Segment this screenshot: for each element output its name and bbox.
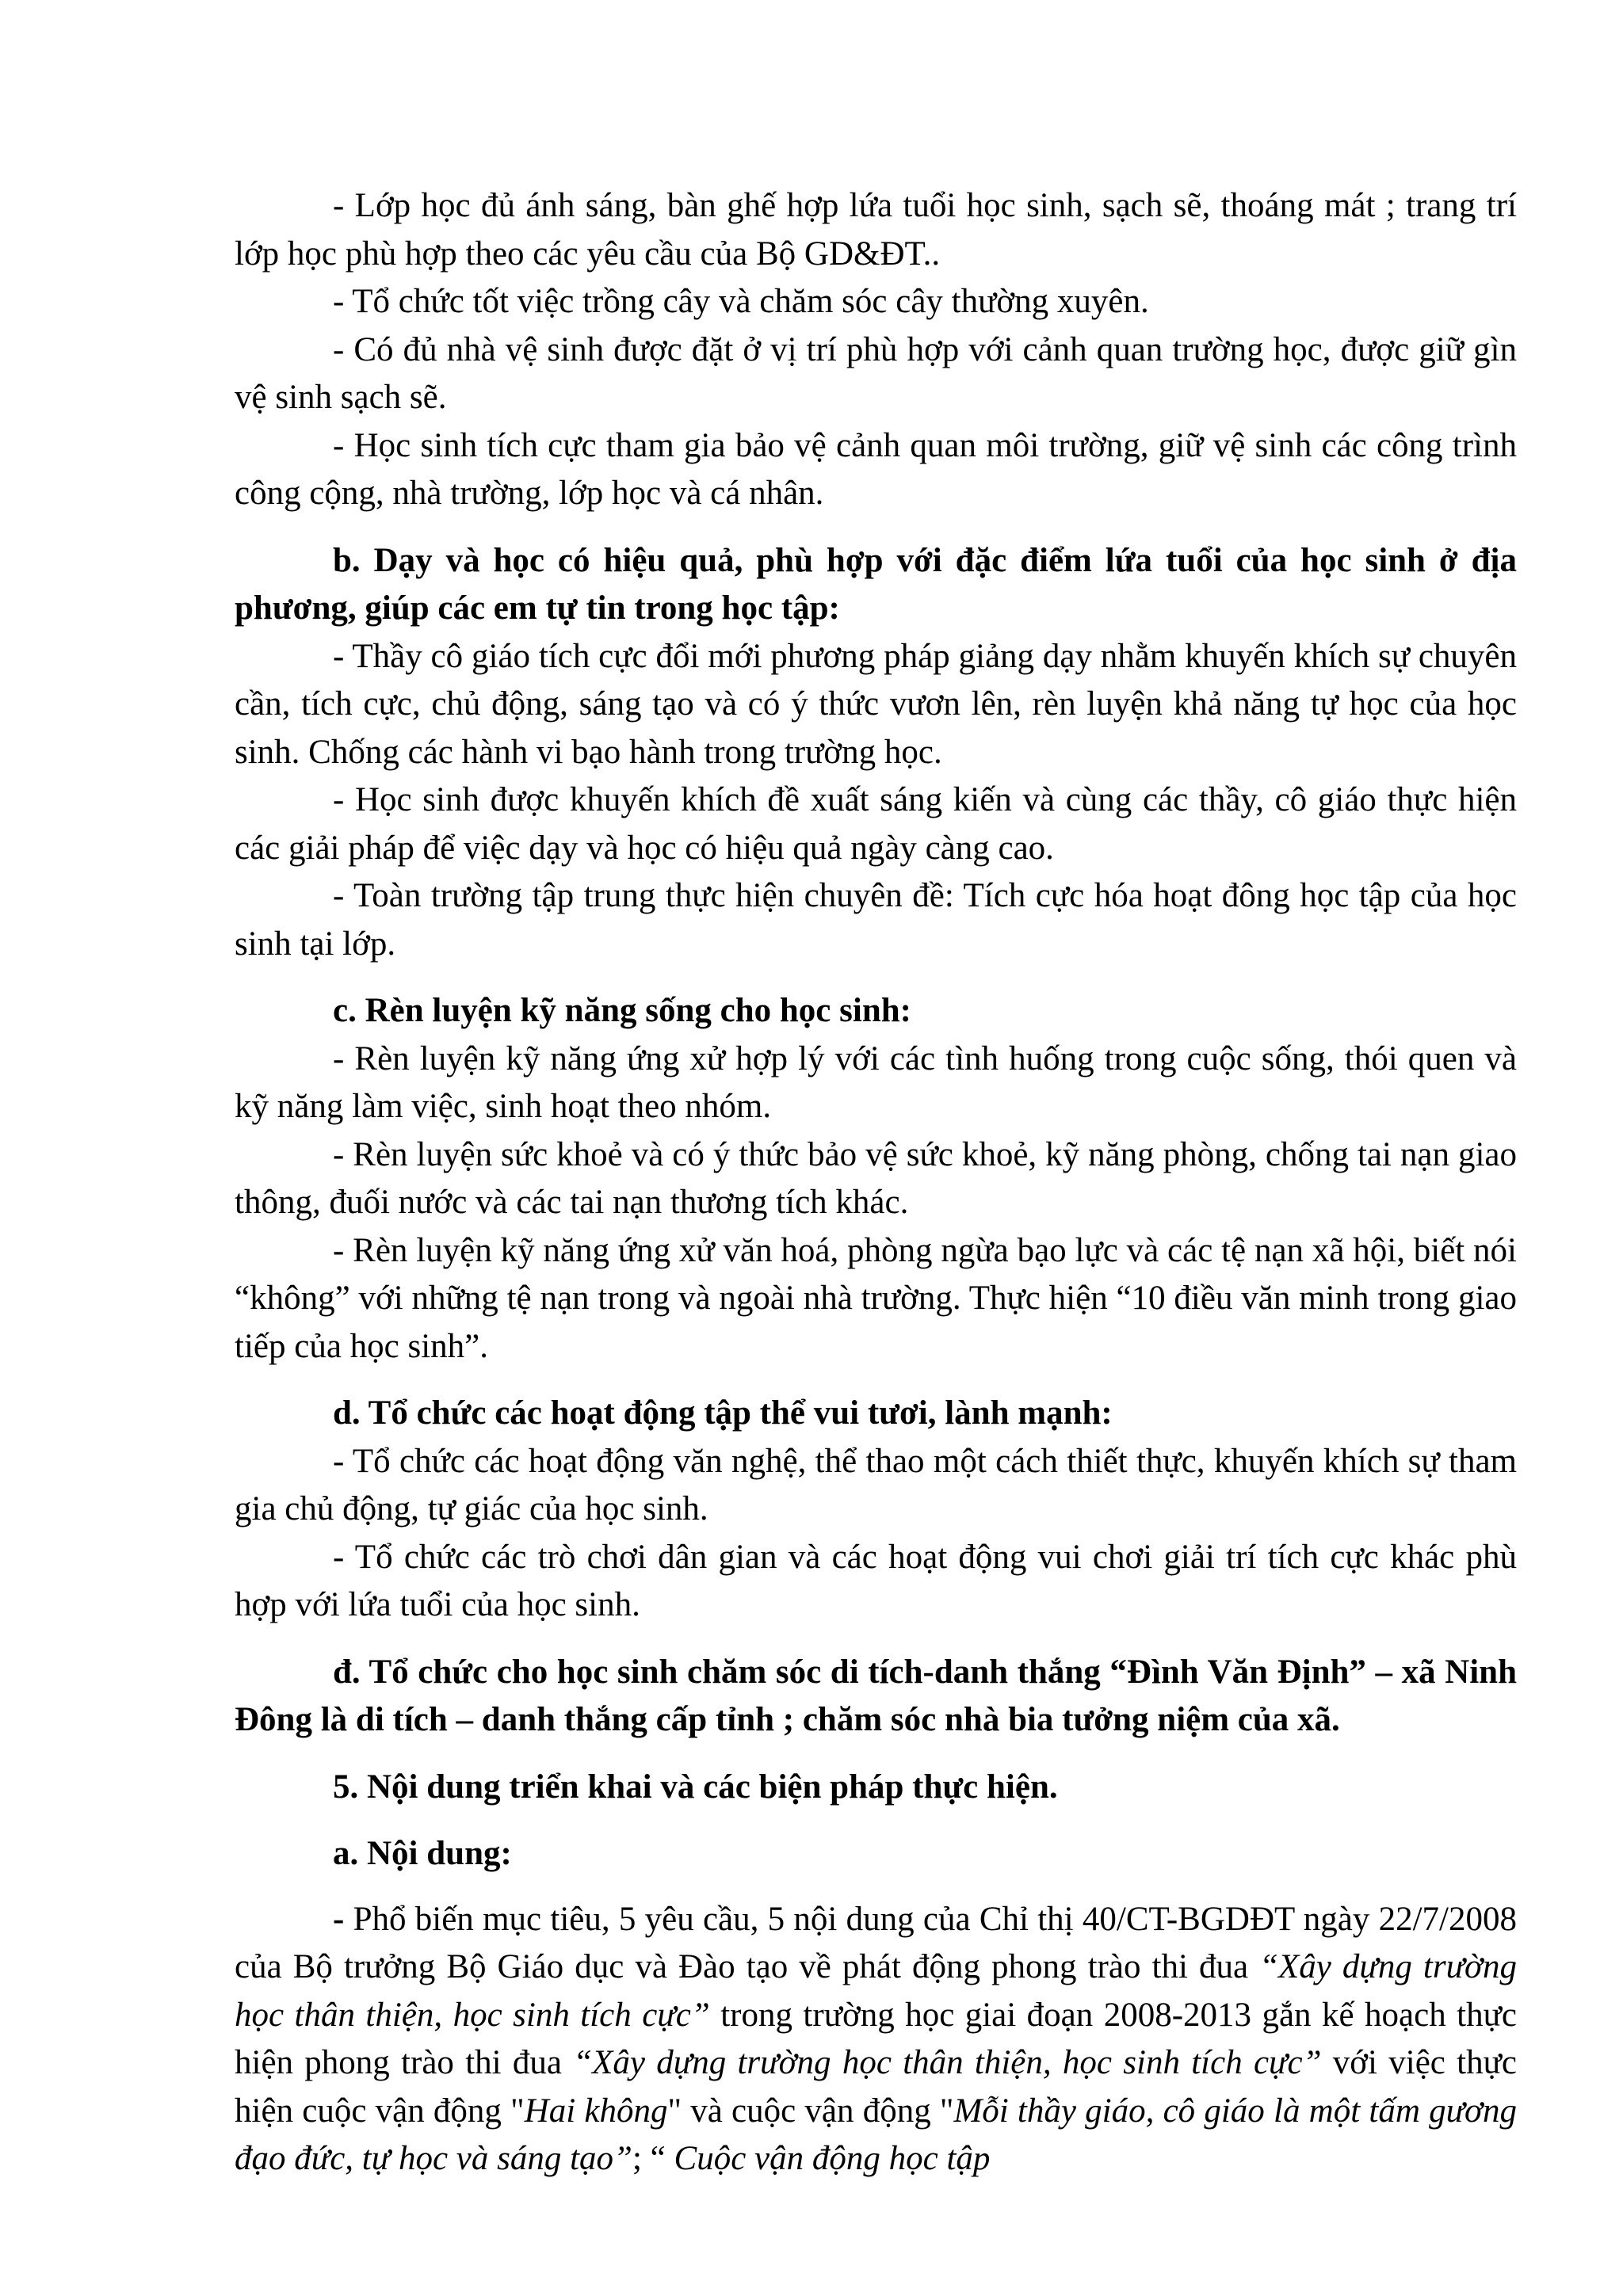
- directive-italic-3: Hai không: [524, 2092, 668, 2130]
- paragraph-directive: [235, 1896, 1517, 2183]
- directive-text-3: với việc thực hiện cuộc vận động ": [235, 2044, 1517, 2130]
- paragraph-arts-sports: - Tổ chức các hoạt động văn nghệ, thể thao một cách thiết thực, khuyến khích sự tham gia chủ động, tự giác của học sinh.: [235, 1442, 1517, 1527]
- directive-italic-5: Cuộc vận động học tập: [674, 2140, 991, 2177]
- directive-text-5: ; “: [632, 2140, 674, 2177]
- heading-content: a. Nội dung:: [333, 1835, 512, 1872]
- paragraph-environment: - Học sinh tích cực tham gia bảo vệ cảnh quan môi trường, giữ vệ sinh các công trình công cộng, nhà trường, lớp học và cá nhân.: [235, 426, 1517, 512]
- directive-italic-2: “Xây dựng trường học thân thiện, học sinh tích cực”: [573, 2044, 1322, 2081]
- heading-section-b: b. Dạy và học có hiệu quả, phù hợp với đặc điểm lứa tuổi của học sinh ở địa phương, giúp các em tự tin trong học tập:: [235, 541, 1517, 627]
- directive-text-4: " và cuộc vận động ": [667, 2092, 954, 2130]
- directive-text-1: Phổ biến mục tiêu, 5 yêu cầu, 5 nội dung của Chỉ thị 40/CT-BGDĐT ngày 22/7/2008 của Bộ trưởng Bộ Giáo dục và Đào tạo về phát động phong trào thi đua: [235, 1900, 1517, 1985]
- paragraph-behaviour: - Rèn luyện kỹ năng ứng xử văn hoá, phòng ngừa bạo lực và các tệ nạn xã hội, biết nói “không” với những tệ nạn trong và ngoài nhà trường. Thực hiện “10 điều văn minh trong giao tiếp của học sinh”.: [235, 1231, 1517, 1365]
- directive-italic-1: “Xây dựng trường học thân thiện, học sinh tích cực”: [235, 1948, 1518, 2034]
- paragraph-classroom: - Lớp học đủ ánh sáng, bàn ghế hợp lứa tuổi học sinh, sạch sẽ, thoáng mát ; trang trí lớp học phù hợp theo các yêu cầu của Bộ GD&ĐT..: [235, 187, 1517, 273]
- directive-italic-4: Mỗi thầy giáo, cô giáo là một tấm gương đạo đức, tự học và sáng tạo”: [235, 2092, 1517, 2177]
- paragraph-student-initiatives: - Học sinh được khuyến khích đề xuất sáng kiến và cùng các thầy, cô giáo thực hiện các giải pháp để việc dạy và học có hiệu quả ngày càng cao.: [235, 781, 1517, 867]
- heading-section-dd: đ. Tổ chức cho học sinh chăm sóc di tích-danh thắng “Đình Văn Định” – xã Ninh Đông là di tích – danh thắng cấp tỉnh ; chăm sóc nhà bia tưởng niệm của xã.: [235, 1653, 1517, 1738]
- paragraph-life-skills: - Rèn luyện kỹ năng ứng xử hợp lý với các tình huống trong cuộc sống, thói quen và kỹ năng làm việc, sinh hoạt theo nhóm.: [235, 1039, 1517, 1125]
- paragraph-trees: - Tổ chức tốt việc trồng cây và chăm sóc cây thường xuyên.: [333, 283, 1149, 320]
- paragraph-teaching-methods: - Thầy cô giáo tích cực đổi mới phương pháp giảng dạy nhằm khuyến khích sự chuyên cần, tích cực, chủ động, sáng tạo và có ý thức vươn lên, rèn luyện khả năng tự học của học sinh. Chống các hành vi bạo hành trong trường học.: [235, 637, 1517, 771]
- heading-section-5: 5. Nội dung triển khai và các biện pháp thực hiện.: [333, 1768, 1058, 1806]
- heading-section-d: d. Tổ chức các hoạt động tập thể vui tươi, lành mạnh:: [333, 1394, 1113, 1432]
- paragraph-health: - Rèn luyện sức khoẻ và có ý thức bảo vệ sức khoẻ, kỹ năng phòng, chống tai nạn giao thông, đuối nước và các tai nạn thương tích khác.: [235, 1135, 1517, 1221]
- heading-section-c: c. Rèn luyện kỹ năng sống cho học sinh:: [333, 992, 911, 1029]
- document-page: [235, 182, 1517, 2183]
- directive-dash: -: [333, 1900, 345, 1938]
- paragraph-folk-games: - Tổ chức các trò chơi dân gian và các hoạt động vui chơi giải trí tích cực khác phù hợp với lứa tuổi của học sinh.: [235, 1538, 1517, 1623]
- paragraph-topic: - Toàn trường tập trung thực hiện chuyên đề: Tích cực hóa hoạt đông học tập của học sinh tại lớp.: [235, 877, 1517, 963]
- paragraph-restrooms: - Có đủ nhà vệ sinh được đặt ở vị trí phù hợp với cảnh quan trường học, được giữ gìn vệ sinh sạch sẽ.: [235, 330, 1517, 416]
- directive-text-2: trong trường học giai đoạn 2008-2013 gắn kế hoạch thực hiện phong trào thi đua: [235, 1996, 1518, 2081]
